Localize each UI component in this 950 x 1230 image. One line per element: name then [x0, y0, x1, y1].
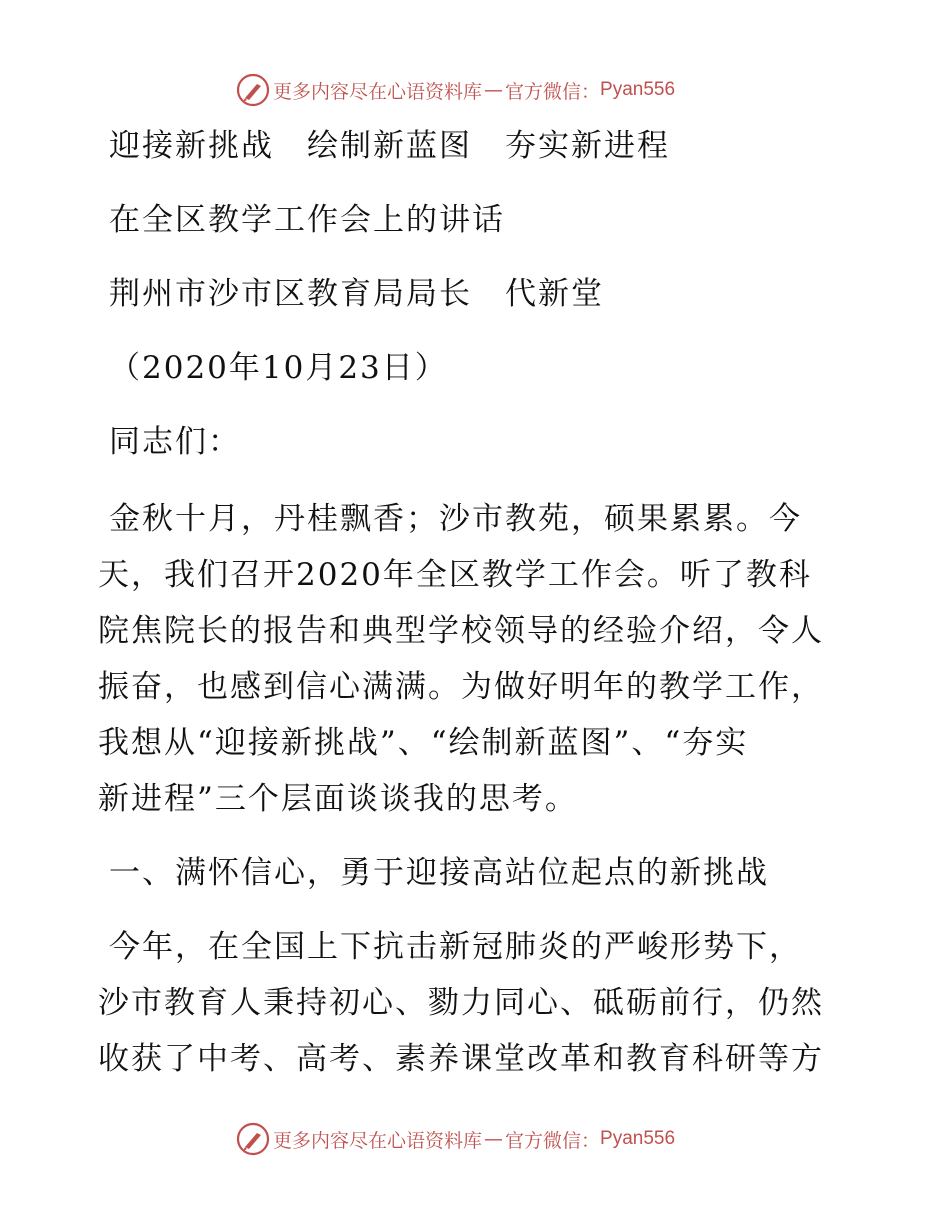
- footer-banner: [236, 1121, 675, 1157]
- banner-wechat-id: Pyan556: [600, 79, 676, 100]
- document-date: （2020年10月23日）: [109, 350, 448, 386]
- paragraph-line: 收获了中考、高考、素养课堂改革和教育科研等方: [98, 1041, 824, 1077]
- paragraph-1: [98, 491, 858, 827]
- paragraph-line: 今年，在全国上下抗击新冠肺炎的严峻形势下，: [109, 929, 802, 965]
- paragraph-line: 金秋十月，丹桂飘香；沙市教苑，硕果累累。今: [109, 501, 802, 537]
- header-banner: [236, 72, 675, 108]
- document-body: [98, 118, 858, 1087]
- banner-wechat-label: 官方微信：: [505, 80, 601, 103]
- banner-separator: —: [484, 79, 504, 101]
- document-title: 迎接新挑战 绘制新蓝图 夯实新进程: [109, 128, 670, 164]
- paragraph-line: 天，我们召开2020年全区教学工作会。听了教科: [98, 557, 812, 593]
- banner-wechat-label: 官方微信：: [505, 1129, 601, 1152]
- pen-logo-icon: [236, 73, 270, 107]
- banner-wechat-id: Pyan556: [600, 1128, 676, 1149]
- paragraph-line: 振奋，也感到信心满满。为做好明年的教学工作，: [98, 669, 824, 705]
- paragraph-line: 我想从“迎接新挑战”、“绘制新蓝图”、“夯实: [98, 725, 749, 761]
- document-speaker: 荆州市沙市区教育局局长 代新堂: [109, 276, 604, 312]
- paragraph-line: 沙市教育人秉持初心、勠力同心、砥砺前行，仍然: [98, 985, 824, 1021]
- document-subtitle: 在全区教学工作会上的讲话: [109, 202, 505, 238]
- paragraph-2: [98, 919, 858, 1087]
- paragraph-line: 院焦院长的报告和典型学校领导的经验介绍，令人: [98, 613, 824, 649]
- banner-separator: —: [484, 1128, 504, 1150]
- paragraph-line: 新进程”三个层面谈谈我的思考。: [98, 781, 578, 817]
- pen-logo-icon: [236, 1122, 270, 1156]
- banner-text: 更多内容尽在心语资料库: [273, 1129, 483, 1152]
- document-salutation: 同志们：: [109, 424, 241, 460]
- banner-text: 更多内容尽在心语资料库: [273, 80, 483, 103]
- section-heading-1: 一、满怀信心，勇于迎接高站位起点的新挑战: [109, 855, 769, 891]
